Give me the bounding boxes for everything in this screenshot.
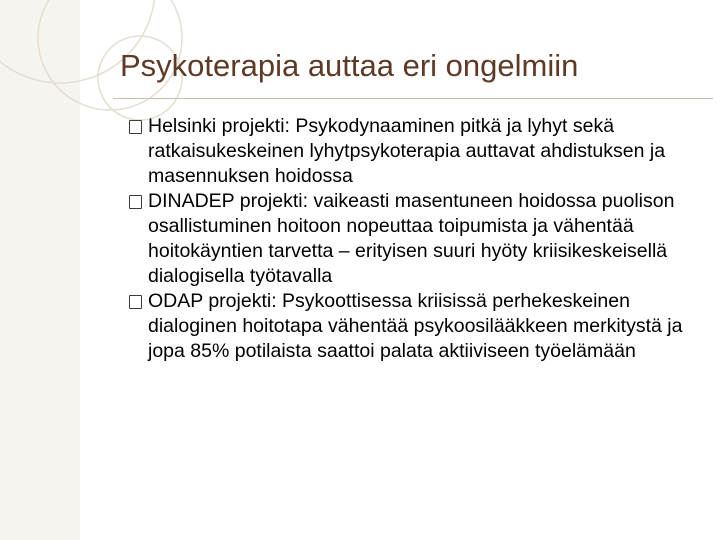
bullet-item-odap: [128, 289, 708, 364]
bullet-item-dinadep: [128, 189, 708, 289]
title-divider: [113, 98, 713, 99]
bullet-list: [128, 114, 708, 364]
bullet-item-helsinki: [128, 114, 708, 189]
bullet-text-odap: ODAP projekti: Psykoottisessa kriisissä perhekeskeinen dialoginen hoitotapa vähentää psykoosilääkkeen merkitystä ja jopa 85% potilaista saattoi palata aktiiviseen työelämään: [148, 290, 683, 362]
square-outline-icon: [129, 295, 142, 309]
square-outline-icon: [129, 120, 142, 134]
slide-title: Psykoterapia auttaa eri ongelmiin: [120, 48, 579, 83]
bullet-text-helsinki: Helsinki projekti: Psykodynaaminen pitkä ja lyhyt sekä ratkaisukeskeinen lyhytpsykoterapia auttavat ahdistuksen ja masennuksen hoidossa: [148, 115, 666, 187]
bullet-text-dinadep: DINADEP projekti: vaikeasti masentuneen hoidossa puolison osallistuminen hoitoon nopeuttaa toipumista ja vähentää hoitokäyntien tarvetta – erityisen suuri hyöty kriisikeskeisellä dialogisella työtavalla: [148, 190, 675, 287]
square-outline-icon: [129, 195, 142, 209]
